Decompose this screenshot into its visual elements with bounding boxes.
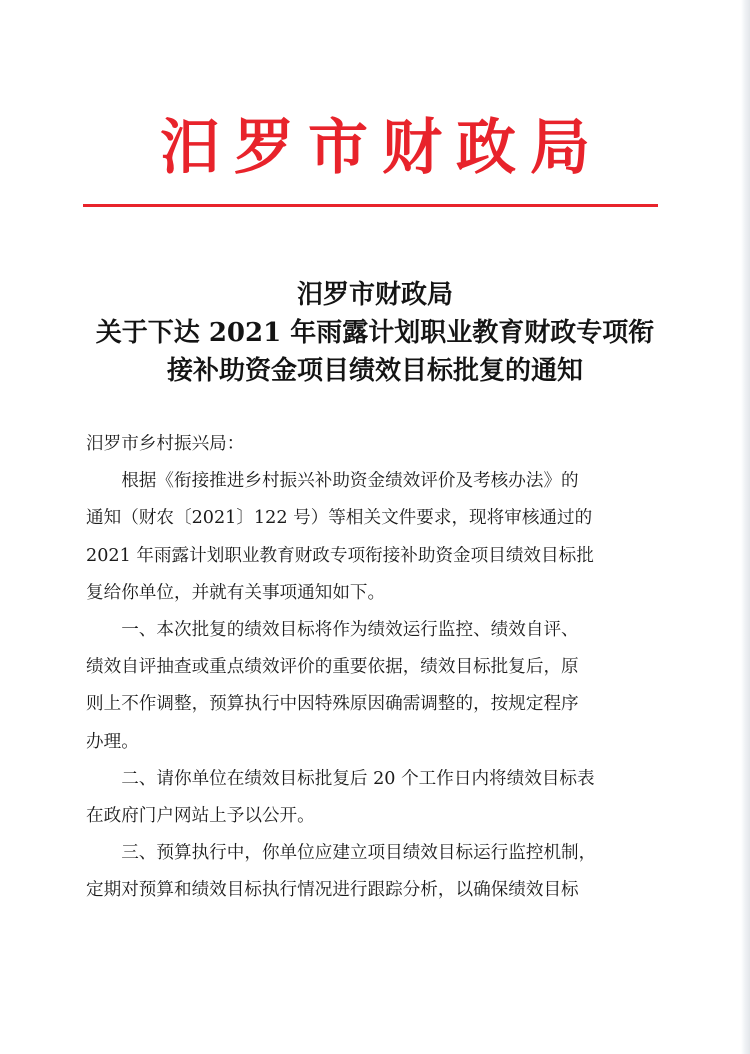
paragraph-line: 根据《衔接推进乡村振兴补助资金绩效评价及考核办法》的: [121, 471, 579, 492]
paragraph-line: 则上不作调整，预算执行中因特殊原因确需调整的，按规定程序: [86, 694, 579, 715]
paragraph-intro: [86, 463, 656, 612]
salutation: [86, 426, 656, 463]
letterhead-red-rule: [83, 204, 658, 207]
document-title: [0, 276, 750, 390]
paragraph-line: 通知（财农〔2021〕122 号）等相关文件要求，现将审核通过的: [86, 508, 593, 529]
salutation-text: 汨罗市乡村振兴局：: [86, 434, 245, 454]
title-line-1: 汨罗市财政局: [296, 280, 453, 310]
paragraph-line: 办理。: [86, 731, 139, 752]
paragraph-line: 复给你单位，并就有关事项通知如下。: [86, 582, 386, 603]
letterhead-agency-name: 汨罗市财政局: [160, 113, 604, 183]
document-body: [86, 426, 656, 910]
paragraph-line: 一、本次批复的绩效目标将作为绩效运行监控、绩效自评、: [121, 620, 579, 641]
paragraph-line: 2021 年雨露计划职业教育财政专项衔接补助资金项目绩效目标批: [86, 545, 594, 566]
paragraph-item-3: [86, 835, 656, 909]
paragraph-line: 二、请你单位在绩效目标批复后 20 个工作日内将绩效目标表: [121, 768, 595, 789]
paragraph-line: 绩效自评抽查或重点绩效评价的重要依据，绩效目标批复后，原: [86, 657, 579, 678]
paragraph-item-1: [86, 612, 656, 761]
title-line-3: 接补助资金项目绩效目标批复的通知: [166, 356, 583, 386]
paragraph-line: 在政府门户网站上予以公开。: [86, 806, 315, 827]
paragraph-item-2: [86, 761, 656, 835]
title-line-2: 关于下达 2021 年雨露计划职业教育财政专项衔: [95, 318, 655, 348]
paragraph-line: 定期对预算和绩效目标执行情况进行跟踪分析，以确保绩效目标: [86, 880, 579, 901]
paragraph-line: 三、预算执行中，你单位应建立项目绩效目标运行监控机制，: [121, 843, 597, 864]
